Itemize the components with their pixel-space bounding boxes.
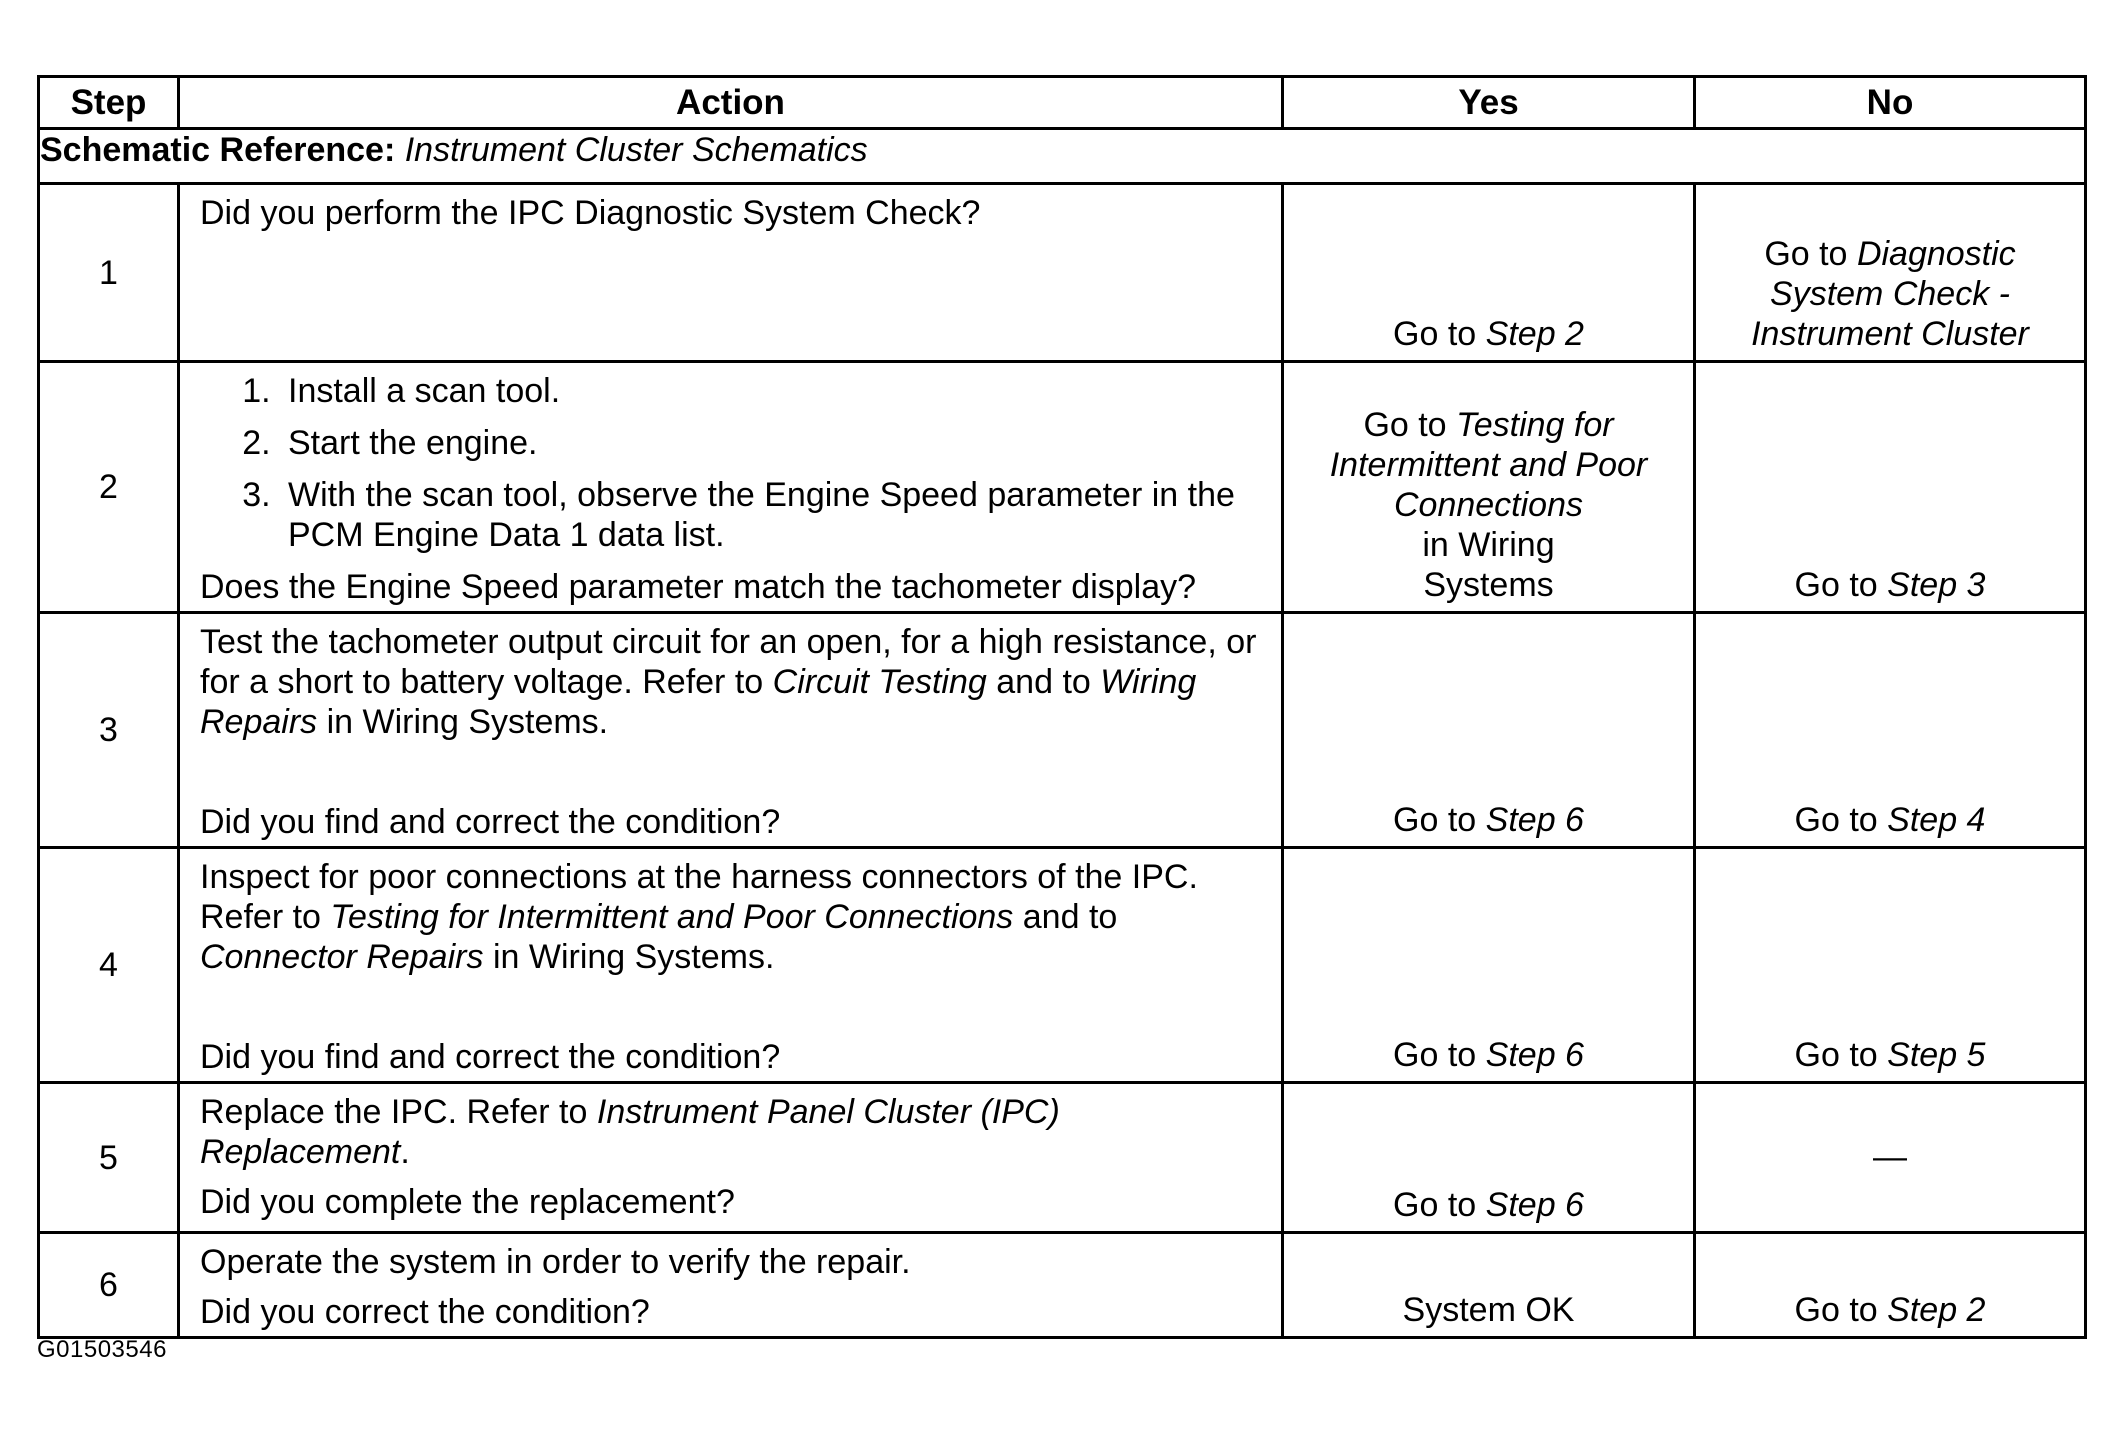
yes-prefix: Go to [1393,1186,1477,1224]
yes-cell [1283,184,1695,362]
yes-link[interactable]: Step 6 [1485,801,1584,839]
no-cell [1695,1083,2086,1233]
yes-cell [1283,362,1695,613]
yes-suffix: Systems [1423,566,1554,604]
no-link[interactable]: Step 2 [1887,1291,1986,1329]
action-cell [179,184,1283,362]
action-cell [179,613,1283,848]
table-row [39,1083,2086,1233]
yes-link[interactable]: Step 2 [1485,315,1584,353]
list-item: 1. Install a scan tool. [280,371,1265,411]
no-link[interactable]: Step 5 [1887,1036,1986,1074]
no-link[interactable]: Step 3 [1887,566,1986,604]
action-link[interactable]: Testing for Intermittent and Poor Connections [330,898,1014,936]
table-row [39,1233,2086,1338]
schematic-reference [39,129,2086,184]
action-text: Test the tachometer output circuit for an open, for a high resistance, or for a short to battery voltage. Refer to [200,623,1257,701]
action-text: in Wiring Systems. [326,703,609,741]
action-question: Did you find and correct the condition? [200,1038,781,1076]
yes-prefix: Go to [1393,1036,1477,1074]
yes-prefix: Go to [1363,406,1447,444]
list-item: 2. Start the engine. [280,423,1265,463]
yes-link[interactable]: Connections [1393,486,1583,524]
table-row [39,613,2086,848]
no-link[interactable]: System Check - [1770,275,2010,313]
no-prefix: Go to [1794,1036,1878,1074]
table-row [39,184,2086,362]
yes-cell [1283,848,1695,1083]
action-text: Inspect for poor connections at the harness connectors of the IPC. Refer to [200,858,1198,936]
action-cell [179,848,1283,1083]
yes-prefix: Go to [1393,315,1477,353]
no-cell [1695,184,2086,362]
action-link[interactable]: Instrument Panel Cluster (IPC) Replacement [200,1093,1060,1171]
action-cell [179,1233,1283,1338]
header-action: Action [179,77,1283,129]
yes-link[interactable]: Intermittent and Poor [1329,446,1648,484]
action-question: Does the Engine Speed parameter match the tachometer display? [200,568,1197,606]
action-link[interactable]: Circuit Testing [772,663,987,701]
action-link[interactable]: Connector Repairs [200,938,484,976]
yes-link[interactable]: Testing for [1456,406,1614,444]
step-number: 6 [39,1233,179,1338]
yes-cell [1283,1233,1695,1338]
header-yes: Yes [1283,77,1695,129]
yes-link[interactable]: Step 6 [1485,1036,1584,1074]
action-text: . [400,1133,410,1171]
step-number: 2 [39,362,179,613]
action-text: Operate the system in order to verify the repair. [200,1243,911,1281]
yes-text: System OK [1402,1291,1575,1329]
header-no: No [1695,77,2086,129]
no-cell [1695,1233,2086,1338]
no-prefix: Go to [1794,801,1878,839]
yes-prefix: Go to [1393,801,1477,839]
no-link[interactable]: Instrument Cluster [1751,315,2029,353]
step-number: 1 [39,184,179,362]
yes-link[interactable]: Step 6 [1485,1186,1584,1224]
action-cell [179,1083,1283,1233]
no-prefix: Go to [1764,235,1848,273]
schematic-reference-row [39,129,2086,184]
figure-id: G01503546 [37,1336,167,1363]
action-question: Did you perform the IPC Diagnostic System Check? [200,194,981,232]
schematic-reference-label: Schematic Reference: [40,131,396,169]
action-text: Replace the IPC. Refer to [200,1093,588,1131]
diagnostic-table [37,75,2087,1339]
action-link[interactable]: Wiring Repairs [200,663,1197,741]
header-row [39,77,2086,129]
action-question: Did you complete the replacement? [200,1183,735,1221]
no-cell [1695,362,2086,613]
action-question: Did you find and correct the condition? [200,803,781,841]
header-step: Step [39,77,179,129]
action-steps-list [200,371,1265,555]
action-text: in Wiring Systems. [492,938,775,976]
yes-cell [1283,613,1695,848]
schematic-reference-link[interactable]: Instrument Cluster Schematics [404,131,868,169]
no-dash: — [1873,1137,1907,1176]
no-cell [1695,613,2086,848]
table-row [39,362,2086,613]
yes-cell [1283,1083,1695,1233]
list-item: 3. With the scan tool, observe the Engine Speed parameter in the PCM Engine Data 1 data list. [280,475,1265,555]
no-link[interactable]: Diagnostic [1856,235,2016,273]
no-cell [1695,848,2086,1083]
no-link[interactable]: Step 4 [1887,801,1986,839]
action-text: and to [996,663,1091,701]
step-number: 3 [39,613,179,848]
action-text: and to [1022,898,1118,936]
action-cell [179,362,1283,613]
no-prefix: Go to [1794,1291,1878,1329]
step-number: 4 [39,848,179,1083]
no-prefix: Go to [1794,566,1878,604]
action-question: Did you correct the condition? [200,1293,650,1331]
yes-suffix: in Wiring [1422,526,1555,564]
step-number: 5 [39,1083,179,1233]
table-row [39,848,2086,1083]
